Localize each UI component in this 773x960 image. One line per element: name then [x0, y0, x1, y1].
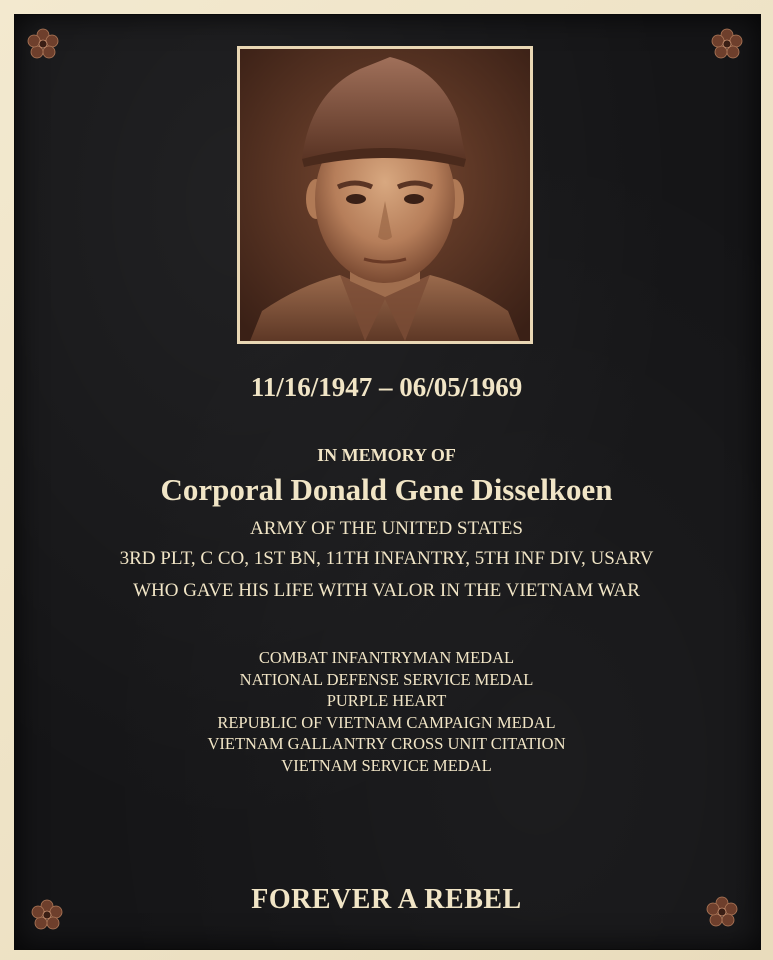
- medal-item: REPUBLIC OF VIETNAM CAMPAIGN MEDAL: [217, 712, 556, 732]
- life-dates: 11/16/1947 – 06/05/1969: [250, 372, 523, 402]
- medal-item: COMBAT INFANTRYMAN MEDAL: [258, 648, 515, 667]
- medal-item: VIETNAM GALLANTRY CROSS UNIT CITATION: [207, 734, 566, 753]
- service-branch: ARMY OF THE UNITED STATES: [250, 518, 523, 539]
- medal-item: VIETNAM SERVICE MEDAL: [281, 755, 492, 775]
- dedication-line: IN MEMORY OF: [317, 445, 456, 465]
- rosette-icon: [711, 28, 743, 60]
- rosette-icon: [27, 28, 59, 60]
- honoree-name: Corporal Donald Gene Disselkoen: [160, 472, 613, 507]
- medal-item: NATIONAL DEFENSE SERVICE MEDAL: [239, 669, 534, 689]
- medal-item: PURPLE HEART: [326, 691, 447, 710]
- soldier-portrait: [237, 46, 533, 344]
- medal-list: [14, 647, 759, 776]
- military-unit: 3RD PLT, C CO, 1ST BN, 11TH INFANTRY, 5TH INF DIV, USARV: [119, 548, 654, 569]
- motto: FOREVER A REBEL: [251, 884, 522, 915]
- tribute-line: WHO GAVE HIS LIFE WITH VALOR IN THE VIETNAM WAR: [133, 580, 640, 601]
